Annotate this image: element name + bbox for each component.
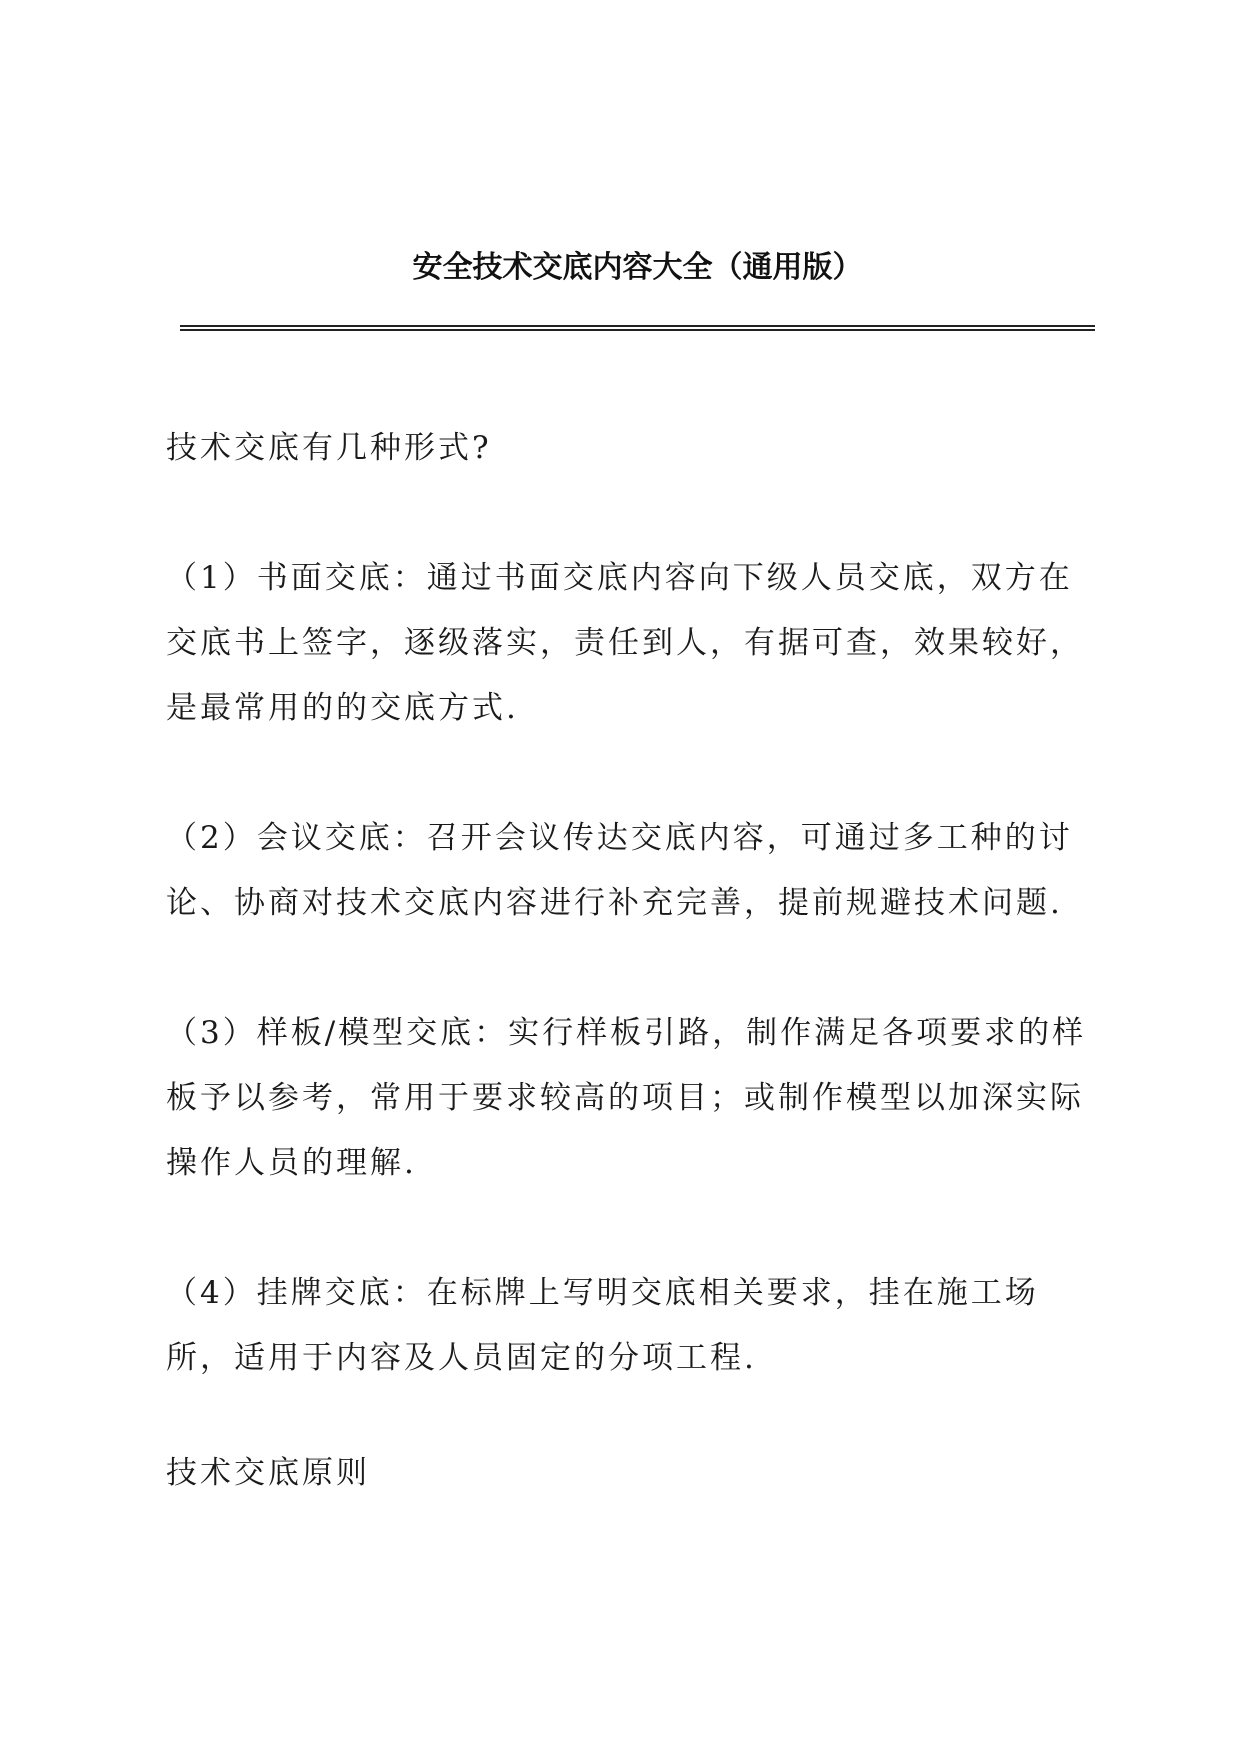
document-body <box>166 416 1096 1571</box>
paragraph-signboard-briefing: （4）挂牌交底：在标牌上写明交底相关要求，挂在施工场所，适用于内容及人员固定的分项工程. <box>166 1275 1039 1376</box>
paragraph-written-briefing: （1）书面交底：通过书面交底内容向下级人员交底，双方在交底书上签字，逐级落实，责任到人，有据可查，效果较好，是最常用的的交底方式. <box>166 560 1084 726</box>
paragraph-sample-model-briefing: （3）样板/模型交底：实行样板引路，制作满足各项要求的样板予以参考，常用于要求较高的项目；或制作模型以加深实际操作人员的理解. <box>166 1015 1087 1181</box>
question-heading: 技术交底有几种形式? <box>166 430 492 466</box>
document-title: 安全技术交底内容大全（通用版） <box>412 250 863 285</box>
paragraph-meeting-briefing: （2）会议交底：召开会议传达交底内容，可通过多工种的讨论、协商对技术交底内容进行补充完善，提前规避技术问题. <box>166 820 1073 921</box>
title-double-rule <box>180 325 1095 331</box>
section-heading-principles: 技术交底原则 <box>166 1455 370 1491</box>
